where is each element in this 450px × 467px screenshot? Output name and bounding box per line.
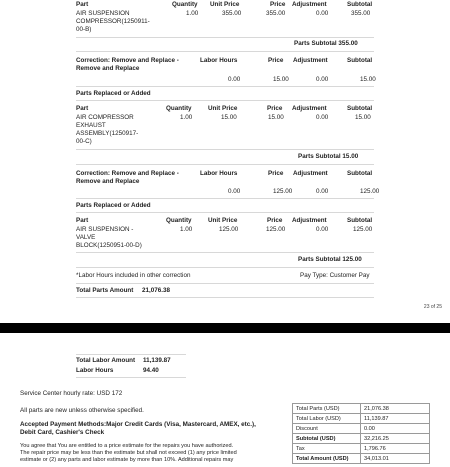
totals-label: Total Parts (USD) [293, 404, 361, 414]
col-header-price: Price [268, 57, 284, 64]
correction-title: Remove and Replace [76, 178, 140, 185]
col-header-price: Price [267, 105, 283, 112]
col-header-price: Price [270, 1, 286, 8]
table-row [293, 454, 430, 464]
totals-value: 21,076.38 [361, 404, 430, 414]
page-separator [0, 323, 450, 333]
part-unit-price: 15.00 [221, 114, 237, 121]
col-header-part: Part [76, 105, 89, 112]
part-price: 125.00 [266, 226, 286, 233]
estimate-notice: You agree that You are entitled to a price estimate for the repairs you have authorized. [20, 443, 234, 449]
part-name-line: 00-B) [76, 26, 92, 33]
divider [76, 377, 186, 378]
table-row [293, 414, 430, 424]
labor-footnote: *Labor Hours included in other correction [76, 272, 191, 279]
col-header-adjustment: Adjustment [293, 57, 328, 64]
part-name-line: VALVE [76, 234, 96, 241]
part-name-line: ASSEMBLY(1250917- [76, 130, 139, 137]
totals-label: Subtotal (USD) [293, 434, 361, 444]
parts-replaced-heading: Parts Replaced or Added [76, 202, 151, 209]
col-header-quantity: Quantity [166, 217, 192, 224]
part-name-line: COMPRESSOR(1250911- [76, 18, 150, 25]
part-name-line: 00-C) [76, 138, 92, 145]
divider [76, 37, 374, 38]
part-subtotal: 15.00 [355, 114, 371, 121]
table-row [293, 434, 430, 444]
col-header-subtotal: Subtotal [347, 57, 373, 64]
col-header-adjustment: Adjustment [292, 105, 327, 112]
part-adjustment: 0.00 [316, 114, 329, 121]
col-header-quantity: Quantity [172, 1, 198, 8]
labor-hours-label: Labor Hours [76, 367, 114, 374]
total-parts-amount-value: 21,076.38 [142, 287, 171, 294]
payment-methods: Debit Card, Cashier's Check [20, 429, 105, 436]
col-header-labor-hours: Labor Hours [200, 170, 238, 177]
divider [76, 149, 374, 150]
divider [76, 198, 374, 199]
col-header-labor-hours: Labor Hours [200, 57, 238, 64]
part-unit-price: 355.00 [222, 10, 242, 17]
table-row [293, 444, 430, 454]
divider [76, 297, 374, 298]
parts-subtotal: Parts Subtotal 125.00 [298, 256, 362, 263]
parts-new-notice: All parts are new unless otherwise specified. [20, 407, 144, 414]
part-price: 355.00 [266, 10, 286, 17]
payment-methods: Accepted Payment Methods:Major Credit Cards (Visa, Mastercard, AMEX, etc.), [20, 421, 256, 428]
totals-table [292, 403, 430, 464]
part-name-line: AIR COMPRESSOR [76, 114, 134, 121]
total-labor-amount-value: 11,139.87 [143, 357, 171, 364]
col-header-price: Price [267, 217, 283, 224]
service-center-rate: Service Center hourly rate: USD 172 [20, 390, 123, 397]
col-header-quantity: Quantity [166, 105, 192, 112]
part-price: 15.00 [268, 114, 284, 121]
labor-adjustment: 0.00 [316, 76, 329, 83]
parts-replaced-heading: Parts Replaced or Added [76, 90, 151, 97]
correction-title: Correction: Remove and Replace - [76, 170, 179, 177]
totals-label: Discount [293, 424, 361, 434]
labor-subtotal: 125.00 [360, 188, 380, 195]
part-quantity: 1.00 [186, 10, 199, 17]
divider [76, 252, 374, 253]
part-quantity: 1.00 [180, 226, 193, 233]
totals-value: 32,216.25 [361, 434, 430, 444]
col-header-adjustment: Adjustment [292, 217, 327, 224]
col-header-subtotal: Subtotal [347, 105, 373, 112]
col-header-unit-price: Unit Price [208, 105, 238, 112]
estimate-notice: estimate or (2) any parts and labor estimate by more than 10%. Additional repairs may [20, 457, 234, 463]
estimate-notice: The repair price may be less than the estimate but shall not exceed (1) any price limited [20, 450, 237, 456]
col-header-unit-price: Unit Price [210, 1, 240, 8]
col-header-subtotal: Subtotal [347, 217, 373, 224]
divider [76, 212, 374, 213]
labor-price: 125.00 [273, 188, 293, 195]
divider [76, 51, 374, 52]
totals-label: Total Labor (USD) [293, 414, 361, 424]
divider [76, 283, 374, 284]
divider [76, 267, 374, 268]
labor-adjustment: 0.00 [316, 188, 329, 195]
part-adjustment: 0.00 [316, 226, 329, 233]
col-header-price: Price [268, 170, 284, 177]
totals-value: 34,013.01 [361, 454, 430, 464]
part-subtotal: 355.00 [351, 10, 371, 17]
totals-label: Tax [293, 444, 361, 454]
labor-hours-value: 94.40 [143, 367, 159, 374]
divider [76, 354, 186, 355]
divider [76, 164, 374, 165]
part-subtotal: 125.00 [353, 226, 373, 233]
total-parts-amount-label: Total Parts Amount [76, 287, 134, 294]
part-name-line: BLOCK(1250951-00-D) [76, 242, 142, 249]
page-number: 23 of 25 [423, 304, 442, 310]
col-header-subtotal: Subtotal [347, 1, 373, 8]
part-unit-price: 125.00 [219, 226, 239, 233]
correction-title: Remove and Replace [76, 65, 140, 72]
table-row [293, 424, 430, 434]
totals-label: Total Amount (USD) [293, 454, 361, 464]
part-name-line: AIR SUSPENSION [76, 10, 130, 17]
totals-value: 11,139.87 [361, 414, 430, 424]
labor-price: 15.00 [273, 76, 289, 83]
col-header-subtotal: Subtotal [347, 170, 373, 177]
totals-value: 0.00 [361, 424, 430, 434]
divider [76, 100, 374, 101]
part-adjustment: 0.00 [316, 10, 329, 17]
labor-subtotal: 15.00 [360, 76, 376, 83]
part-name-line: EXHAUST [76, 122, 106, 129]
totals-value: 1,796.76 [361, 444, 430, 454]
part-quantity: 1.00 [180, 114, 193, 121]
col-header-part: Part [76, 217, 89, 224]
labor-hours-value: 0.00 [228, 76, 241, 83]
table-row [293, 404, 430, 414]
parts-subtotal: Parts Subtotal 355.00 [294, 40, 358, 47]
pay-type: Pay Type: Customer Pay [300, 272, 370, 279]
correction-title: Correction: Remove and Replace - [76, 57, 179, 64]
total-labor-amount-label: Total Labor Amount [76, 357, 136, 364]
labor-hours-value: 0.00 [228, 188, 241, 195]
divider [76, 86, 374, 87]
col-header-adjustment: Adjustment [292, 1, 327, 8]
col-header-adjustment: Adjustment [293, 170, 328, 177]
part-name-line: AIR SUSPENSION - [76, 226, 134, 233]
col-header-unit-price: Unit Price [208, 217, 238, 224]
col-header-part: Part [76, 1, 89, 8]
parts-subtotal: Parts Subtotal 15.00 [298, 153, 359, 160]
